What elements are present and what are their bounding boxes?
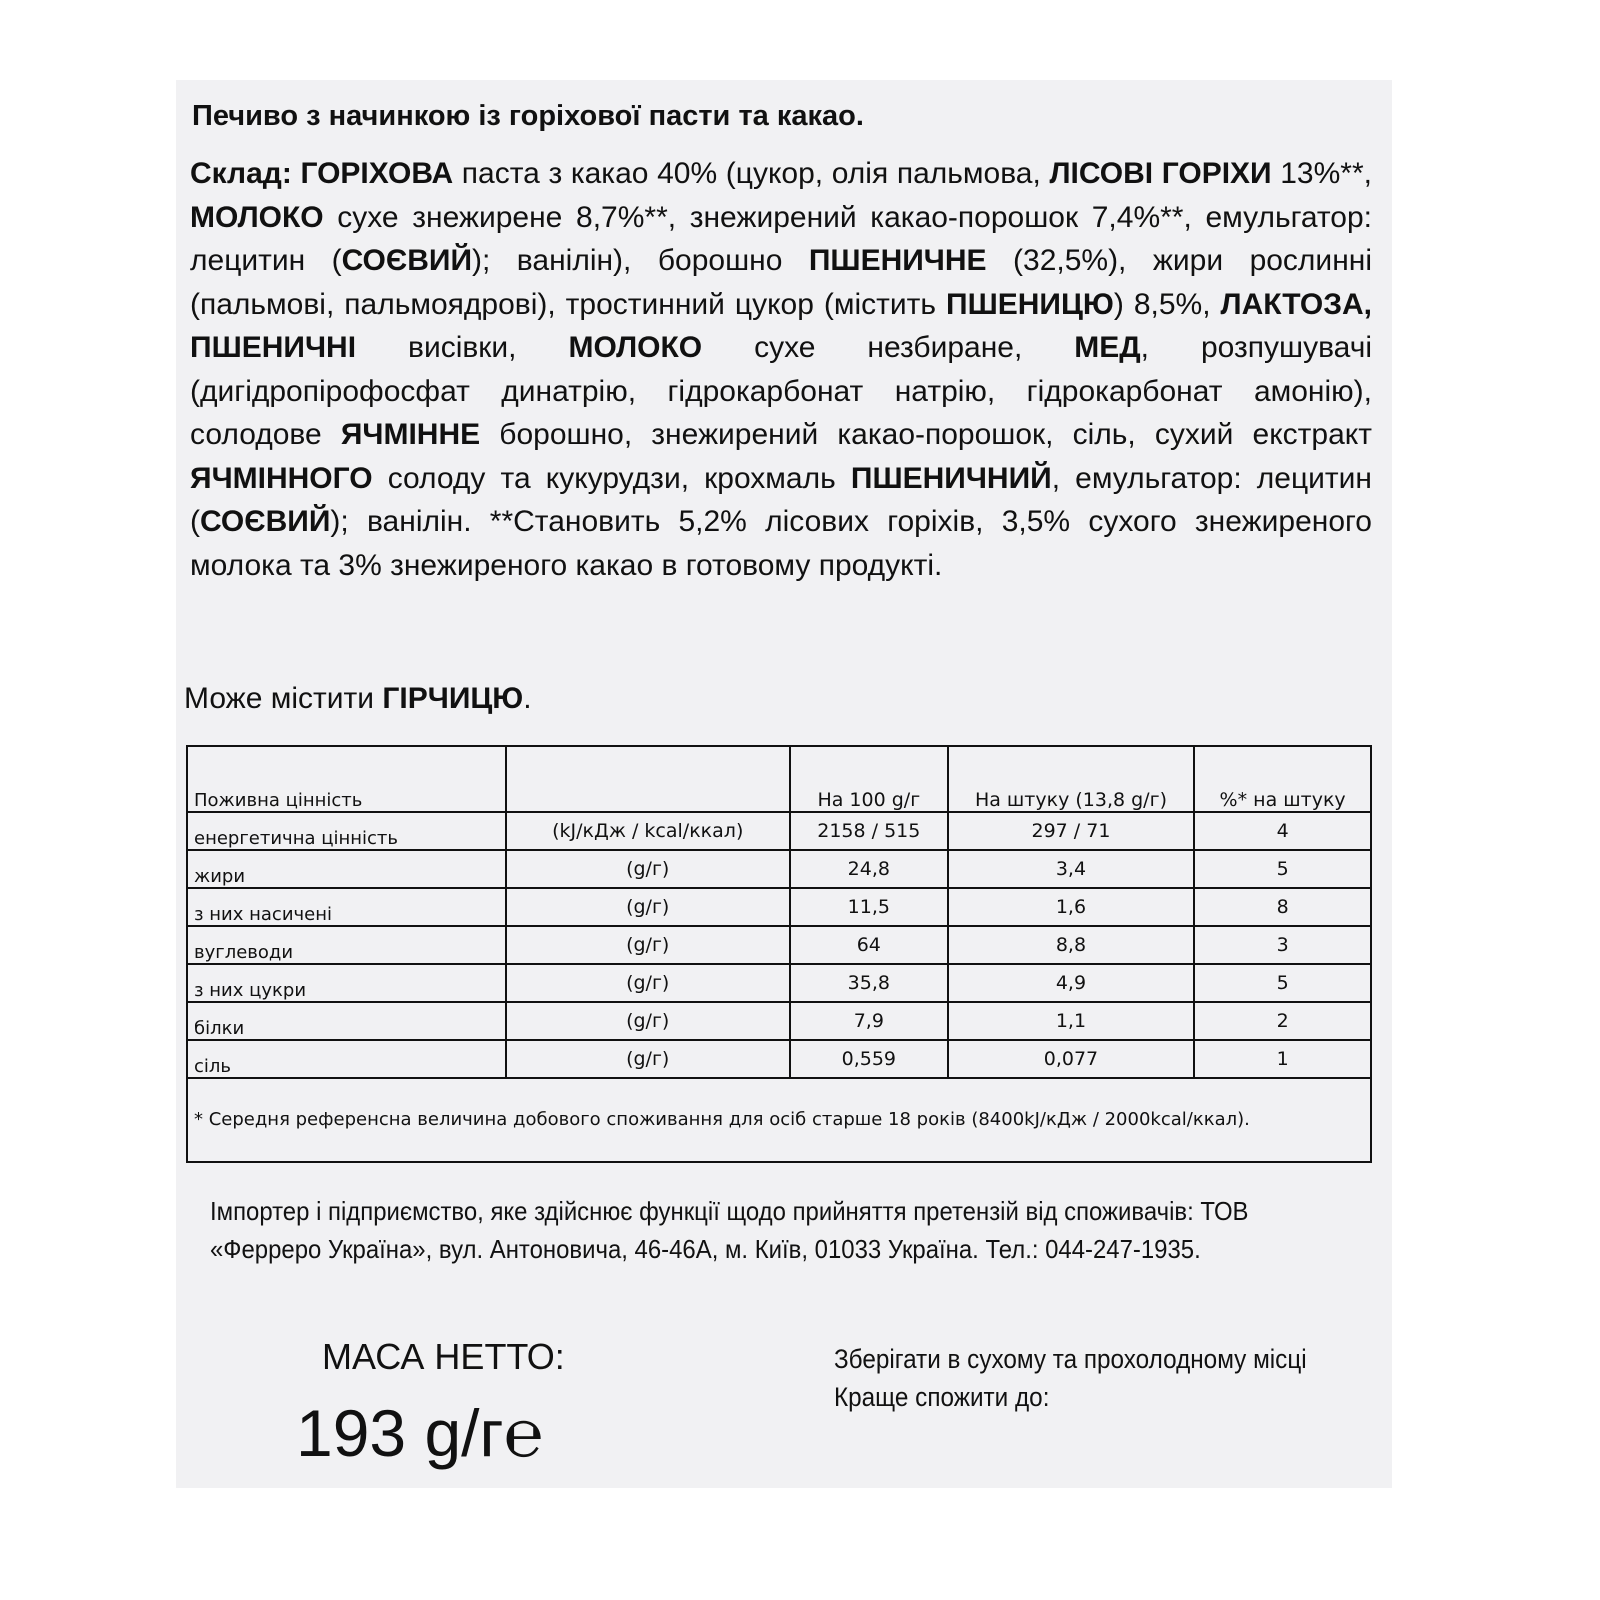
nutrient-value: (g/г) <box>506 850 790 888</box>
storage-info <box>834 1340 1307 1416</box>
product-title: Печиво з начинкою із горіхової пасти та какао. <box>192 100 864 132</box>
nutrition-row <box>187 1040 1371 1078</box>
nutrient-value: (g/г) <box>506 926 790 964</box>
nutrient-value: 11,5 <box>790 888 948 926</box>
nutrition-header-cell <box>506 746 790 812</box>
nutrient-value: 35,8 <box>790 964 948 1002</box>
nutrient-value: 0,077 <box>948 1040 1195 1078</box>
nutrient-value: 3,4 <box>948 850 1195 888</box>
nutrient-value: (kJ/кДж / kcal/ккал) <box>506 812 790 850</box>
nutrition-row <box>187 1002 1371 1040</box>
nutrient-name: жири <box>187 850 506 888</box>
nutrition-header-cell: %* на штуку <box>1194 746 1371 812</box>
nutrient-value: 1,6 <box>948 888 1195 926</box>
ingredient-text: висівки, <box>356 331 569 364</box>
ingredient-text: паста з какао 40% (цукор, олія пальмова, <box>453 157 1050 190</box>
nutrient-value: (g/г) <box>506 1002 790 1040</box>
nutrient-value: 297 / 71 <box>948 812 1195 850</box>
ingredient-allergen: ПШЕНИЦЮ <box>946 287 1114 321</box>
nutrient-value: (g/г) <box>506 964 790 1002</box>
ingredient-allergen: СОЄВИЙ <box>200 505 331 538</box>
nutrient-value: 2158 / 515 <box>790 812 948 850</box>
nutrient-name: з них цукри <box>187 964 506 1002</box>
nutrient-value: 1 <box>1194 1040 1371 1078</box>
nutrition-footnote: * Середня референсна величина добового споживання для осіб старше 18 років (8400kJ/кДж / 2000kcal/ккал). <box>187 1078 1371 1162</box>
ingredient-text: борошно, знежирений какао-порошок, сіль, сухий екстракт <box>480 418 1372 451</box>
allergen-warning <box>184 682 532 716</box>
nutrient-value: 0,559 <box>790 1040 948 1078</box>
nutrient-value: (g/г) <box>506 888 790 926</box>
ingredient-text: , емульгатор: лецитин ( <box>190 461 1372 538</box>
storage-instruction: Зберігати в сухому та прохолодному місці <box>834 1344 1307 1374</box>
ingredients-text <box>190 152 1372 587</box>
nutrition-table <box>186 745 1372 1163</box>
nutrition-header-row <box>187 746 1371 812</box>
nutrition-footnote-row <box>187 1078 1371 1162</box>
ingredient-allergen: ПШЕНИЧНИЙ <box>850 461 1052 495</box>
importer-info: Імпортер і підприємство, яке здійснює функції щодо прийняття претензій від споживачів: ТОВ «Ферреро Україна», вул. Антоновича, 46-46А, м. Київ, 01033 Україна. Тел.: 044-247-1935. <box>210 1196 1249 1264</box>
nutrition-header-cell: На 100 g/г <box>790 746 948 812</box>
ingredient-allergen: ЯЧМІННЕ <box>340 418 481 451</box>
ingredient-allergen: Склад: ГОРІХОВА <box>190 157 454 190</box>
nutrient-value: 8 <box>1194 888 1371 926</box>
ingredient-text: солоду та кукурудзи, крохмаль <box>372 461 851 495</box>
nutrient-name: енергетична цінність <box>187 812 506 850</box>
nutrition-row <box>187 964 1371 1002</box>
ingredient-allergen: ЛАКТОЗА, ПШЕНИЧНІ <box>190 287 1373 364</box>
allergen-bold: ГІРЧИЦЮ <box>382 682 524 715</box>
ingredient-allergen: МЕД <box>1074 331 1141 364</box>
nutrition-row <box>187 850 1371 888</box>
nutrient-value: 4,9 <box>948 964 1195 1002</box>
best-before: Краще спожити до: <box>834 1382 1050 1412</box>
ingredient-text: сухе знежирене 8,7%**, знежирений какао-порошок 7,4%**, емульгатор: лецитин ( <box>190 200 1372 277</box>
ingredient-text: ) 8,5%, <box>1113 287 1221 321</box>
nutrient-name: вуглеводи <box>187 926 506 964</box>
ingredient-text: (32,5%), жири рослинні (пальмові, пальмоядрові), тростинний цукор (містить <box>190 244 1372 321</box>
ingredient-text: , розпушувачі (дигідропірофосфат динатрію, гідрокарбонат натрію, гідрокарбонат амонію), солодове <box>190 331 1373 451</box>
nutrient-value: 1,1 <box>948 1002 1195 1040</box>
nutrient-value: 4 <box>1194 812 1371 850</box>
ingredient-text: ); ванілін. **Становить 5,2% лісових горіхів, 3,5% сухого знежиреного молока та 3% знежиреного какао в готовому продукті. <box>190 505 1372 582</box>
nutrient-value: (g/г) <box>506 1040 790 1078</box>
nutrient-value: 64 <box>790 926 948 964</box>
ingredient-allergen: ЛІСОВІ ГОРІХИ <box>1049 157 1272 190</box>
nutrient-value: 5 <box>1194 850 1371 888</box>
ingredient-text: сухе незбиране, <box>702 331 1075 364</box>
nutrient-value: 8,8 <box>948 926 1195 964</box>
net-mass-label: МАСА НЕТТО: <box>322 1336 565 1377</box>
nutrition-row <box>187 888 1371 926</box>
nutrient-value: 2 <box>1194 1002 1371 1040</box>
nutrient-value: 5 <box>1194 964 1371 1002</box>
ingredient-allergen: ЯЧМІННОГО <box>190 461 373 495</box>
ingredient-allergen: ПШЕНИЧНЕ <box>808 244 987 277</box>
ingredient-allergen: СОЄВИЙ <box>341 244 473 277</box>
ingredient-text: 13%**, <box>1271 157 1372 190</box>
nutrient-value: 24,8 <box>790 850 948 888</box>
nutrition-header-cell: Поживна цінність <box>187 746 506 812</box>
net-mass-value: 193 g/г℮ <box>296 1396 544 1470</box>
nutrient-name: білки <box>187 1002 506 1040</box>
ingredient-allergen: МОЛОКО <box>568 331 703 364</box>
nutrient-name: сіль <box>187 1040 506 1078</box>
nutrient-name: з них насичені <box>187 888 506 926</box>
allergen-prefix: Може містити <box>184 682 383 715</box>
nutrient-value: 3 <box>1194 926 1371 964</box>
ingredient-allergen: МОЛОКО <box>190 200 324 234</box>
ingredient-text: ); ванілін), борошно <box>472 244 809 277</box>
nutrition-row <box>187 926 1371 964</box>
nutrition-header-cell: На штуку (13,8 g/г) <box>948 746 1195 812</box>
nutrient-value: 7,9 <box>790 1002 948 1040</box>
nutrition-row <box>187 812 1371 850</box>
allergen-suffix: . <box>523 682 532 715</box>
